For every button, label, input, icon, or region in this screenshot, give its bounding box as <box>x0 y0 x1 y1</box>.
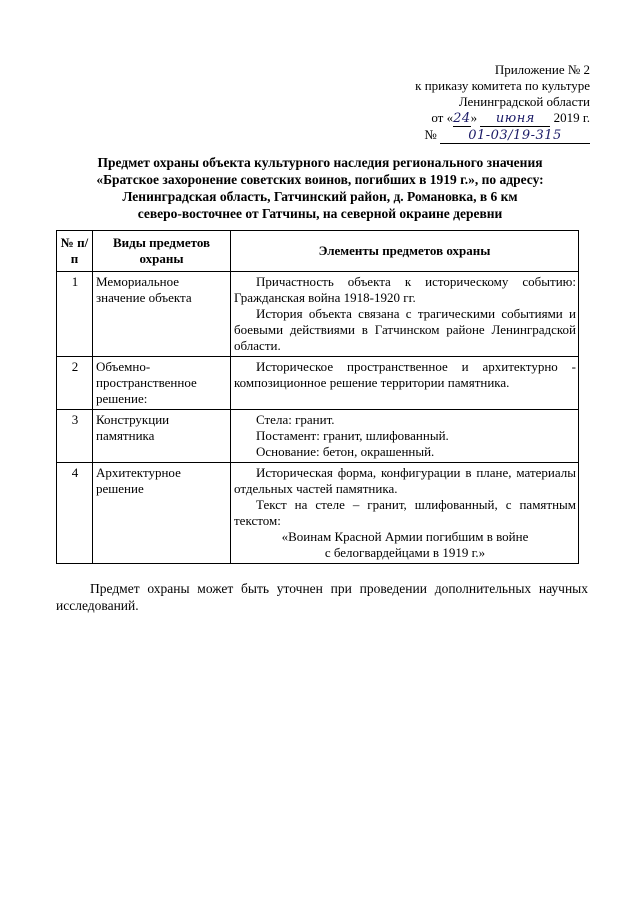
element-text: Основание: бетон, окрашенный. <box>256 444 435 459</box>
title-line-4: северо-восточнее от Гатчины, на северной окраине деревни <box>137 206 503 221</box>
element-text: Текст на стеле – гранит, шлифованный, с памятным текстом: <box>234 497 576 528</box>
element-text: Причастность объекта к историческому событию: Гражданская война 1918-1920 гг. <box>234 274 576 305</box>
row-num: 1 <box>57 272 93 357</box>
title-line-2: «Братское захоронение советских воинов, погибших в 1919 г.», по адресу: <box>96 172 544 187</box>
appendix-region: Ленинградской области <box>458 94 590 109</box>
row-elements <box>231 410 579 463</box>
appendix-order-ref: к приказу комитета по культуре <box>415 78 590 93</box>
number-handwritten: 01-03/19-315 <box>440 129 590 144</box>
table-row <box>57 272 579 357</box>
number-prefix: № <box>424 127 437 142</box>
protection-table <box>56 230 579 564</box>
memorial-inscription-line-1: «Воинам Красной Армии погибшим в войне <box>281 529 529 544</box>
date-mid: » <box>470 110 478 125</box>
header-kind: Виды предметов охраны <box>93 231 231 272</box>
date-year: 2019 г. <box>553 110 590 125</box>
row-kind: Конструкции памятника <box>93 410 231 463</box>
row-elements <box>231 357 579 410</box>
element-text: Постамент: гранит, шлифованный. <box>256 428 449 443</box>
appendix-block <box>380 62 590 144</box>
element-text: История объекта связана с трагическими событиями и боевыми действиями в Гатчинском районе Ленинградской области. <box>234 306 576 353</box>
row-kind: Мемориальное значение объекта <box>93 272 231 357</box>
appendix-date <box>380 110 590 127</box>
table-header-row <box>57 231 579 272</box>
appendix-title: Приложение № 2 <box>494 62 590 77</box>
date-prefix: от « <box>431 110 454 125</box>
title-line-3: Ленинградская область, Гатчинский район, д. Романовка, в 6 км <box>122 189 518 204</box>
header-elements: Элементы предметов охраны <box>231 231 579 272</box>
memorial-inscription-line-2: с белогвардейцами в 1919 г.» <box>324 545 486 560</box>
footer-note: Предмет охраны может быть уточнен при проведении дополнительных научных исследований. <box>56 581 588 613</box>
row-num: 3 <box>57 410 93 463</box>
row-kind: Объемно-пространственное решение: <box>93 357 231 410</box>
title-line-1: Предмет охраны объекта культурного наследия регионального значения <box>97 155 543 170</box>
row-kind: Архитектурное решение <box>93 463 231 564</box>
row-num: 2 <box>57 357 93 410</box>
element-text: Стела: гранит. <box>256 412 335 427</box>
document-title <box>60 154 580 222</box>
date-day-handwritten: 24 <box>453 111 471 126</box>
header-num: № п/п <box>57 231 93 272</box>
row-elements <box>231 463 579 564</box>
table-row <box>57 463 579 564</box>
row-elements <box>231 272 579 357</box>
date-month-handwritten: июня <box>480 112 550 127</box>
appendix-number <box>380 127 590 144</box>
table-row <box>57 357 579 410</box>
element-text: Историческая форма, конфигурации в плане, материалы отдельных частей памятника. <box>234 465 576 496</box>
element-text: Историческое пространственное и архитектурно - композиционное решение территории памятника. <box>234 359 576 390</box>
row-num: 4 <box>57 463 93 564</box>
table-row <box>57 410 579 463</box>
